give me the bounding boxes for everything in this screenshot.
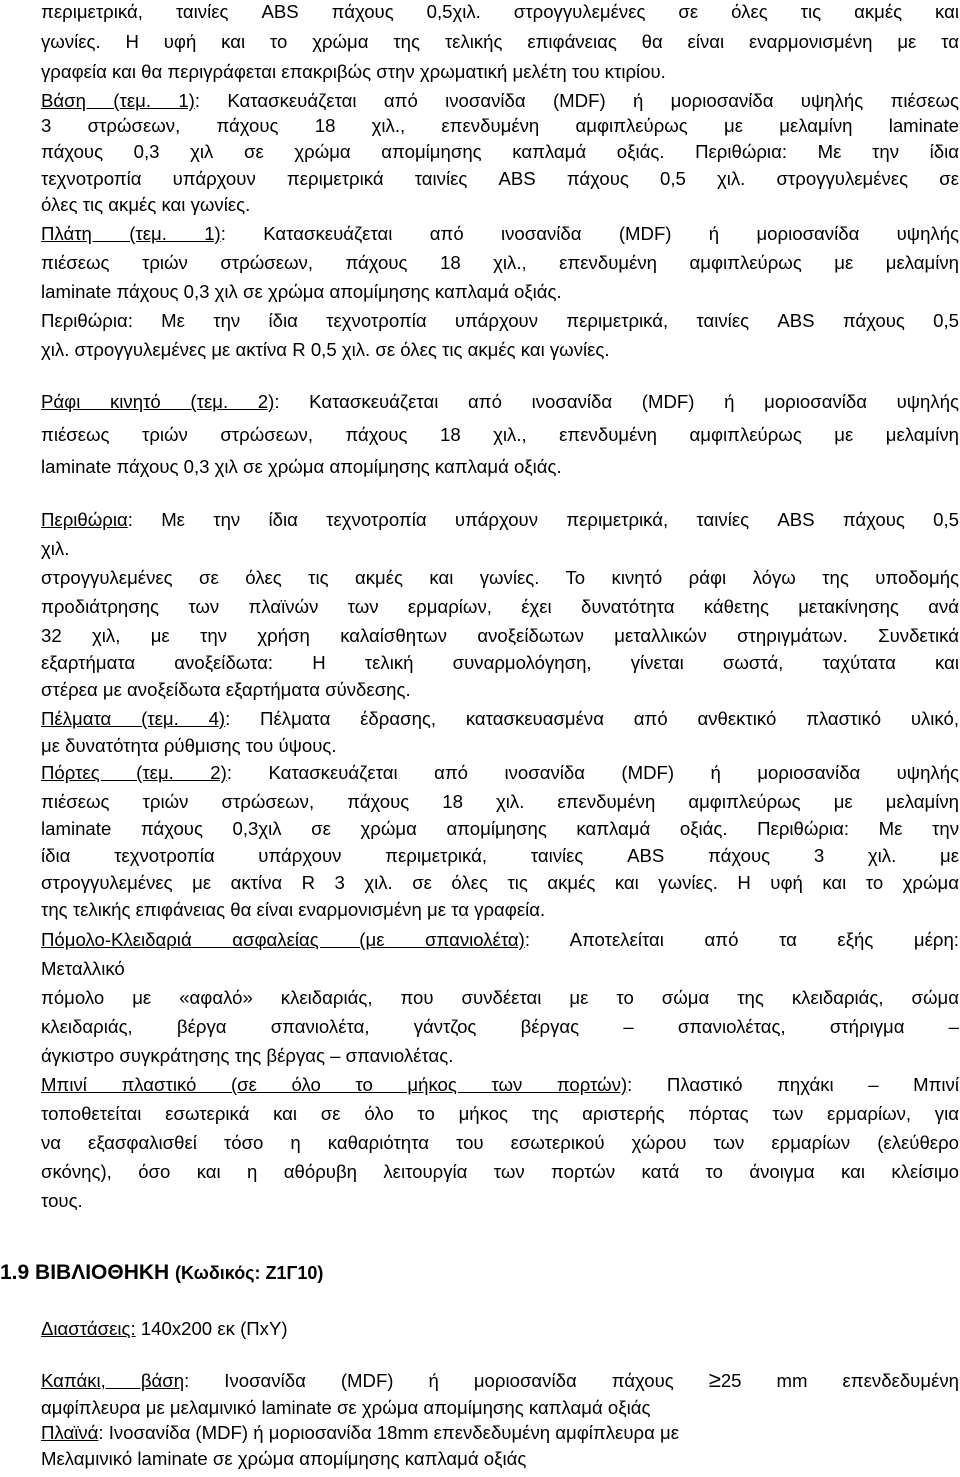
margins-label: Περιθώρια [41, 509, 128, 530]
paragraph-line: πιέσεως τριών στρώσεων, πάχους 18 χιλ., επενδυμένη αμφιπλεύρως με μελαμίνη [41, 252, 959, 273]
dimensions-line: Διαστάσεις: 140x200 εκ (ΠxΥ) [41, 1318, 288, 1339]
feet-spec-line: Πέλματα (τεμ. 4): Πέλματα έδρασης, κατασκευασμένα από ανθεκτικό πλαστικό υλικό, [41, 708, 959, 729]
top-base-spec-line: Καπάκι, βάση: Ινοσανίδα (MDF) ή μοριοσανίδα πάχους ≥25 mm επενδεδυμένη [41, 1367, 959, 1392]
paragraph-line: πάχους 0,3 χιλ σε χρώμα απομίμησης καπλαμά οξιάς. Περιθώρια: Με την ίδια [41, 141, 959, 162]
paragraph-line: με δυνατότητα ρύθμισης του ύψους. [41, 735, 337, 756]
back-label: Πλάτη (τεμ. 1) [41, 223, 221, 244]
paragraph-line: Μελαμινικό laminate σε χρώμα απομίμησης καπλαμά οξιάς [41, 1448, 527, 1469]
sides-spec-line: Πλαϊνά: Ινοσανίδα (MDF) ή μοριοσανίδα 18mm επενδεδυμένη αμφίπλευρα με [41, 1422, 680, 1443]
strip-label: Μπινί πλαστικό (σε όλο το μήκος των πορτών) [41, 1074, 628, 1095]
strip-spec-line: Μπινί πλαστικό (σε όλο το μήκος των πορτών): Πλαστικό πηχάκι – Μπινί [41, 1074, 959, 1095]
paragraph-line: πιέσεως τριών στρώσεων, πάχους 18 χιλ., επενδυμένη αμφιπλεύρως με μελαμίνη [41, 424, 959, 445]
section-code: (Κωδικός: Ζ1Γ10) [175, 1263, 324, 1283]
margins-spec-line: Περιθώρια: Με την ίδια τεχνοτροπία υπάρχουν περιμετρικά, ταινίες ABS πάχους 0,5 [41, 509, 959, 530]
lock-spec-line: Πόμολο-Κλειδαριά ασφαλείας (με σπανιολέτα): Αποτελείται από τα εξής μέρη: [41, 929, 959, 950]
paragraph-line: Μεταλλικό [41, 958, 125, 979]
paragraph-line: laminate πάχους 0,3χιλ σε χρώμα απομίμησης καπλαμά οξιάς. Περιθώρια: Με την [41, 818, 959, 839]
paragraph-line: να εξασφαλισθεί τόσο η καθαριότητα του εσωτερικού χώρου των ερμαρίων (ελεύθερο [41, 1132, 959, 1153]
doors-spec-line: Πόρτες (τεμ. 2): Κατασκευάζεται από ινοσανίδα (MDF) ή μοριοσανίδα υψηλής [41, 762, 960, 783]
section-heading [0, 1258, 960, 1288]
base-spec-line: Βάση (τεμ. 1): Κατασκευάζεται από ινοσανίδα (MDF) ή μοριοσανίδα υψηλής πιέσεως [41, 90, 959, 111]
paragraph-line: Περιθώρια: Με την ίδια τεχνοτροπία υπάρχουν περιμετρικά, ταινίες ABS πάχους 0,5 [41, 310, 959, 331]
sides-label: Πλαϊνά [41, 1422, 99, 1443]
shelf-spec-line: Ράφι κινητό (τεμ. 2): Κατασκευάζεται από ινοσανίδα (MDF) ή μοριοσανίδα υψηλής [41, 391, 959, 412]
paragraph-line: τοποθετείται εσωτερικά και σε όλο το μήκος της αριστερής πόρτας των ερμαρίων, για [41, 1103, 959, 1124]
paragraph-line: 3 στρώσεων, πάχους 18 χιλ., επενδυμένη αμφιπλεύρως με μελαμίνη laminate [41, 115, 959, 136]
paragraph-line: άγκιστρο συγκράτησης της βέργας – σπανιολέτας. [41, 1045, 454, 1066]
paragraph-line: πιέσεως τριών στρώσεων, πάχους 18 χιλ. επενδυμένη αμφιπλεύρως με μελαμίνη [41, 791, 959, 812]
lock-label: Πόμολο-Κλειδαριά ασφαλείας (με σπανιολέτα) [41, 929, 525, 950]
greater-equal-symbol: ≥ [708, 1367, 721, 1392]
back-spec-line: Πλάτη (τεμ. 1): Κατασκευάζεται από ινοσανίδα (MDF) ή μοριοσανίδα υψηλής [41, 223, 960, 244]
paragraph-line: laminate πάχους 0,3 χιλ σε χρώμα απομίμησης καπλαμά οξιάς. [41, 456, 562, 477]
paragraph-line: τους. [41, 1190, 83, 1211]
paragraph-line: τεχνοτροπία υπάρχουν περιμετρικά ταινίες ABS πάχους 0,5 χιλ. στρογγυλεμένες σε [41, 168, 959, 189]
paragraph-line: χιλ. [41, 538, 70, 559]
paragraph-line: ίδια τεχνοτροπία υπάρχουν περιμετρικά, ταινίες ABS πάχους 3 χιλ. με [41, 845, 959, 866]
paragraph-line: πόμολο με «αφαλό» κλειδαριάς, που συνδέεται με το σώμα της κλειδαριάς, σώμα [41, 987, 959, 1008]
shelf-label: Ράφι κινητό (τεμ. 2) [41, 391, 275, 412]
paragraph-line: όλες τις ακμές και γωνίες. [41, 194, 251, 215]
paragraph-line: σκόνης), όσο και η αθόρυβη λειτουργία των πορτών κατά το άνοιγμα και κλείσιμο [41, 1161, 959, 1182]
paragraph-line: αμφίπλευρα με μελαμινικό laminate σε χρώμα απομίμησης καπλαμά οξιάς [41, 1397, 651, 1418]
doors-label: Πόρτες (τεμ. 2) [41, 762, 227, 783]
paragraph-line: γραφεία και θα περιγράφεται επακριβώς στην χρωματική μελέτη του κτιρίου. [41, 61, 666, 82]
paragraph-line: προδιάτρησης των πλαϊνών των ερμαρίων, έχει δυνατότητα κάθετης μετακίνησης ανά [41, 596, 959, 617]
paragraph-line: στρογγυλεμένες σε όλες τις ακμές και γωνίες. Το κινητό ράφι λόγω της υποδομής [41, 567, 959, 588]
paragraph-line: περιμετρικά, ταινίες ABS πάχους 0,5χιλ. στρογγυλεμένες σε όλες τις ακμές και [41, 1, 959, 22]
section-title: 1.9 ΒΙΒΛΙΟΘΗΚΗ [0, 1261, 170, 1284]
paragraph-line: της τελικής επιφάνειας θα είναι εναρμονισμένη με τα γραφεία. [41, 899, 546, 920]
paragraph-line: laminate πάχους 0,3 χιλ σε χρώμα απομίμησης καπλαμά οξιάς. [41, 281, 562, 302]
paragraph-line: 32 χιλ, με την χρήση καλαίσθητων ανοξείδωτων μεταλλικών στηριγμάτων. Συνδετικά [41, 625, 959, 646]
paragraph-line: εξαρτήματα ανοξείδωτα: Η τελική συναρμολόγηση, γίνεται σωστά, ταχύτατα και [41, 652, 959, 673]
base-label: Βάση (τεμ. 1) [41, 90, 195, 111]
top-base-label: Καπάκι, βάση [41, 1370, 185, 1391]
paragraph-line: κλειδαριάς, βέργα σπανιολέτα, γάντζος βέργας – σπανιολέτας, στήριγμα – [41, 1016, 959, 1037]
feet-label: Πέλματα (τεμ. 4) [41, 708, 226, 729]
paragraph-line: στέρεα με ανοξείδωτα εξαρτήματα σύνδεσης. [41, 679, 411, 700]
paragraph-line: χιλ. στρογγυλεμένες με ακτίνα R 0,5 χιλ. σε όλες τις ακμές και γωνίες. [41, 339, 610, 360]
dimensions-label: Διαστάσεις: [41, 1318, 136, 1339]
paragraph-line: στρογγυλεμένες με ακτίνα R 3 χιλ. σε όλες τις ακμές και γωνίες. Η υφή και το χρώμα [41, 872, 959, 893]
paragraph-line: γωνίες. Η υφή και το χρώμα της τελικής επιφάνειας θα είναι εναρμονισμένη με τα [41, 31, 959, 52]
